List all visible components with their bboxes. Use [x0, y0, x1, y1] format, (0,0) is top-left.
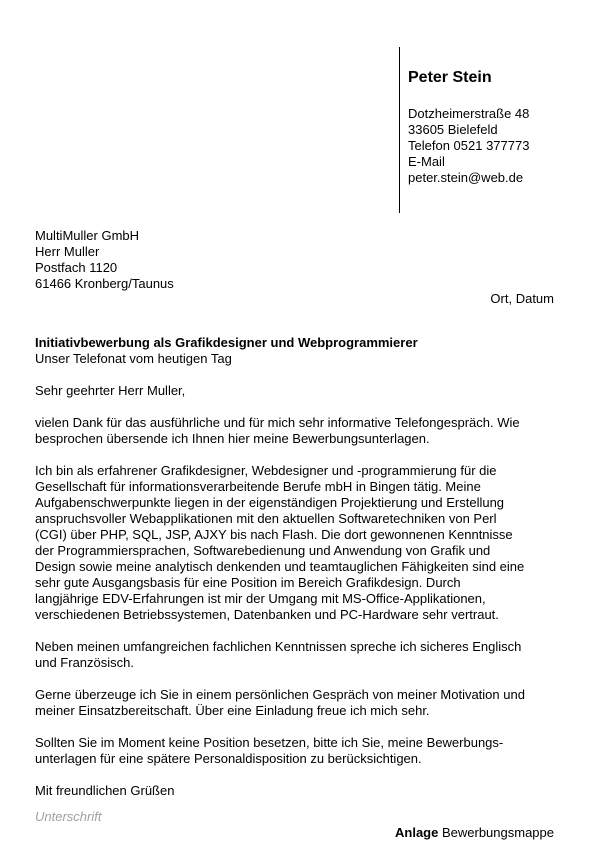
paragraph	[35, 687, 565, 719]
recipient-contact: Herr Muller	[35, 244, 100, 259]
paragraph-line: langjährige EDV-Erfahrungen ist mir der Umgang mit MS-Office-Applikationen,	[35, 591, 486, 606]
recipient-pobox: Postfach 1120	[35, 260, 118, 275]
paragraph	[35, 463, 565, 623]
signature-placeholder: Unterschrift	[35, 809, 102, 824]
paragraph-line: (CGI) über PHP, SQL, JSP, AJXY bis nach Flash. Die dort gewonnenen Kenntnisse	[35, 527, 513, 542]
paragraph-line: meiner Einsatzbereitschaft. Über eine Einladung freue ich mich sehr.	[35, 703, 430, 718]
recipient-city: 61466 Kronberg/Taunus	[35, 276, 174, 291]
paragraph-line: anspruchsvoller Webapplikationen mit den aktuellen Softwaretechniken von Perl	[35, 511, 497, 526]
paragraph-line: der Programmiersprachen, Softwarebedienung und Anwendung von Grafik und	[35, 543, 491, 558]
paragraph-line: Neben meinen umfangreichen fachlichen Kenntnissen spreche ich sicheres Englisch	[35, 639, 522, 654]
sender-name: Peter Stein	[408, 69, 492, 86]
paragraph	[35, 415, 565, 447]
subject-line: Initiativbewerbung als Grafikdesigner und Webprogrammierer	[35, 335, 418, 350]
paragraph-line: Gesellschaft für informationsverarbeitende Berufe mbH in Bingen tätig. Meine	[35, 479, 481, 494]
attachment-note	[395, 825, 554, 841]
letter-body	[35, 335, 565, 799]
salutation: Sehr geehrter Herr Muller,	[35, 383, 186, 398]
sender-email-label: E-Mail	[408, 154, 445, 169]
attachment-label: Anlage	[395, 825, 439, 840]
paragraph-line: verschiedenen Betriebssystemen, Datenbanken und PC-Hardware sehr vertraut.	[35, 607, 499, 622]
recipient-address	[35, 228, 174, 292]
paragraph-line: Sollten Sie im Moment keine Position besetzen, bitte ich Sie, meine Bewerbungs-	[35, 735, 504, 750]
paragraph-line: Gerne überzeuge ich Sie in einem persönlichen Gespräch von meiner Motivation und	[35, 687, 525, 702]
paragraph-line: Design sowie meine analytisch denkenden und teamtauglichen Fähigkeiten sind eine	[35, 559, 525, 574]
paragraph-line: besprochen übersende ich Ihnen hier meine Bewerbungsunterlagen.	[35, 431, 430, 446]
paragraph-line: Ich bin als erfahrener Grafikdesigner, Webdesigner und -programmierung für die	[35, 463, 497, 478]
paragraph-line: Aufgabenschwerpunkte liegen in der eigenständigen Projektierung und Erstellung	[35, 495, 505, 510]
sender-city: 33605 Bielefeld	[408, 122, 498, 137]
sender-phone: Telefon 0521 377773	[408, 138, 530, 153]
sender-email: peter.stein@web.de	[408, 170, 524, 185]
reference-line: Unser Telefonat vom heutigen Tag	[35, 351, 232, 366]
paragraph	[35, 735, 565, 767]
paragraph-line: sehr gute Ausgangsbasis für eine Position im Bereich Grafikdesign. Durch	[35, 575, 461, 590]
recipient-company: MultiMuller GmbH	[35, 228, 140, 243]
closing: Mit freundlichen Grüßen	[35, 783, 175, 798]
sender-block	[408, 68, 588, 186]
sender-street: Dotzheimerstraße 48	[408, 106, 530, 121]
sender-divider	[399, 47, 400, 213]
paragraph-line: und Französisch.	[35, 655, 134, 670]
paragraph-line: vielen Dank für das ausführliche und für mich sehr informative Telefongespräch. Wie	[35, 415, 520, 430]
paragraph-line: unterlagen für eine spätere Personaldisposition zu berücksichtigen.	[35, 751, 422, 766]
place-date: Ort, Datum	[490, 291, 554, 306]
attachment-text: Bewerbungsmappe	[441, 825, 554, 840]
paragraph	[35, 639, 565, 671]
